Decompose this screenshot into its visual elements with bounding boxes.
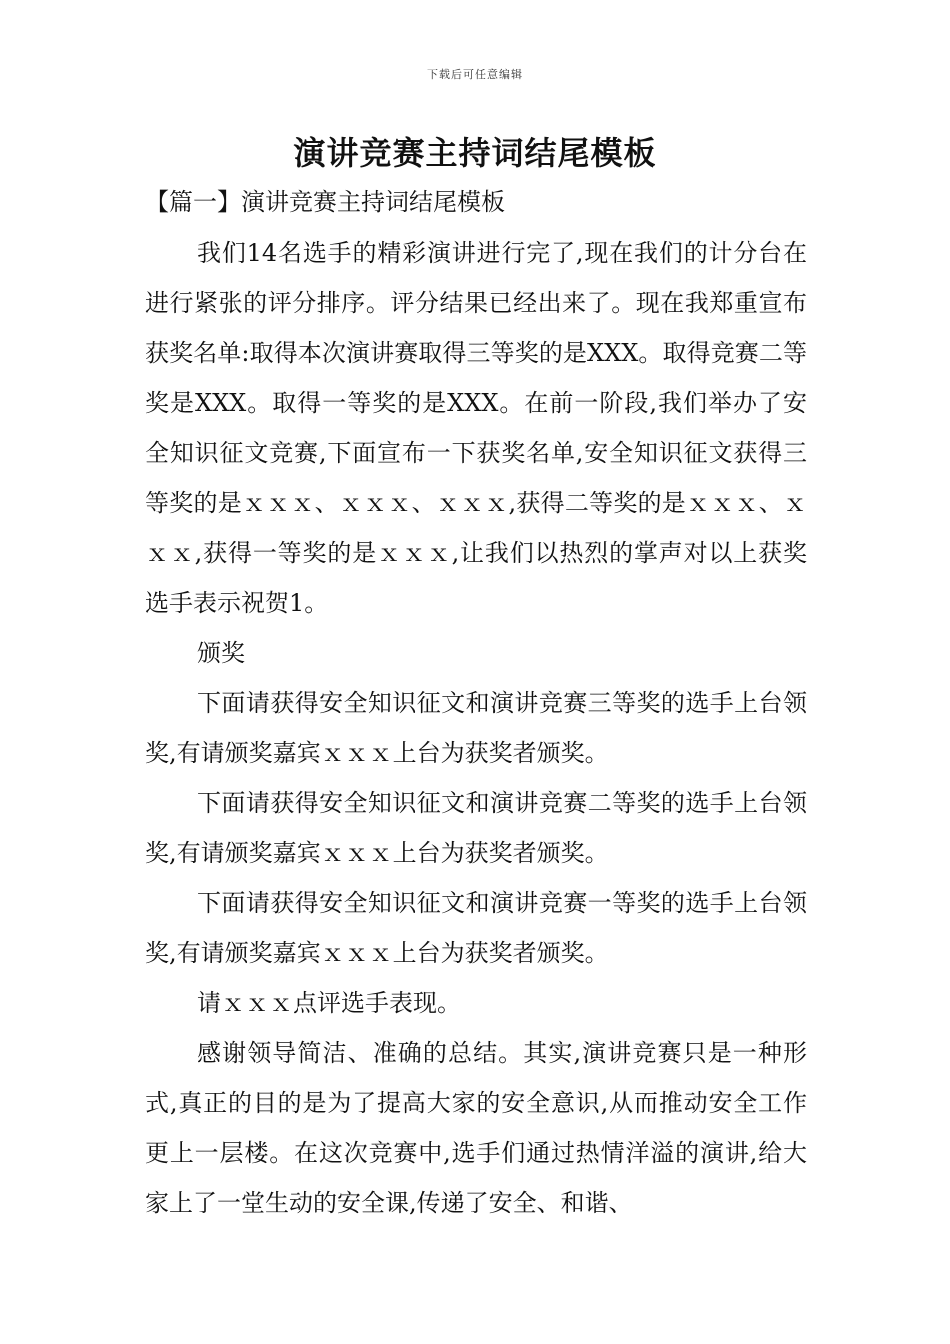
section-heading: 【篇一】演讲竞赛主持词结尾模板 bbox=[145, 188, 505, 216]
paragraph-third-prize: 下面请获得安全知识征文和演讲竞赛三等奖的选手上台领奖,有请颁奖嘉宾ｘｘｘ上台为获奖者颁奖。 bbox=[145, 689, 807, 767]
document-title: 演讲竞赛主持词结尾模板 bbox=[293, 134, 657, 172]
document-body bbox=[145, 228, 807, 1228]
paragraph-results: 我们14名选手的精彩演讲进行完了,现在我们的计分台在进行紧张的评分排序。评分结果已经出来了。现在我郑重宣布获奖名单:取得本次演讲赛取得三等奖的是XXX。取得竞赛二等奖是XXX。取得一等奖的是XXX。在前一阶段,我们举办了安全知识征文竞赛,下面宣布一下获奖名单,安全知识征文获得三等奖的是ｘｘｘ、ｘｘｘ、ｘｘｘ,获得二等奖的是ｘｘｘ、ｘｘｘ,获得一等奖的是ｘｘｘ,让我们以热烈的掌声对以上获奖选手表示祝贺1。 bbox=[145, 239, 807, 617]
paragraph-closing: 感谢领导简洁、准确的总结。其实,演讲竞赛只是一种形式,真正的目的是为了提高大家的安全意识,从而推动安全工作更上一层楼。在这次竞赛中,选手们通过热情洋溢的演讲,给大家上了一堂生动的安全课,传递了安全、和谐、 bbox=[145, 1039, 807, 1217]
header-note: 下载后可任意编辑 bbox=[427, 68, 523, 81]
paragraph-comment-request: 请ｘｘｘ点评选手表现。 bbox=[197, 989, 461, 1017]
paragraph-first-prize: 下面请获得安全知识征文和演讲竞赛一等奖的选手上台领奖,有请颁奖嘉宾ｘｘｘ上台为获奖者颁奖。 bbox=[145, 889, 807, 967]
paragraph-second-prize: 下面请获得安全知识征文和演讲竞赛二等奖的选手上台领奖,有请颁奖嘉宾ｘｘｘ上台为获奖者颁奖。 bbox=[145, 789, 807, 867]
paragraph-award-heading: 颁奖 bbox=[197, 639, 245, 667]
